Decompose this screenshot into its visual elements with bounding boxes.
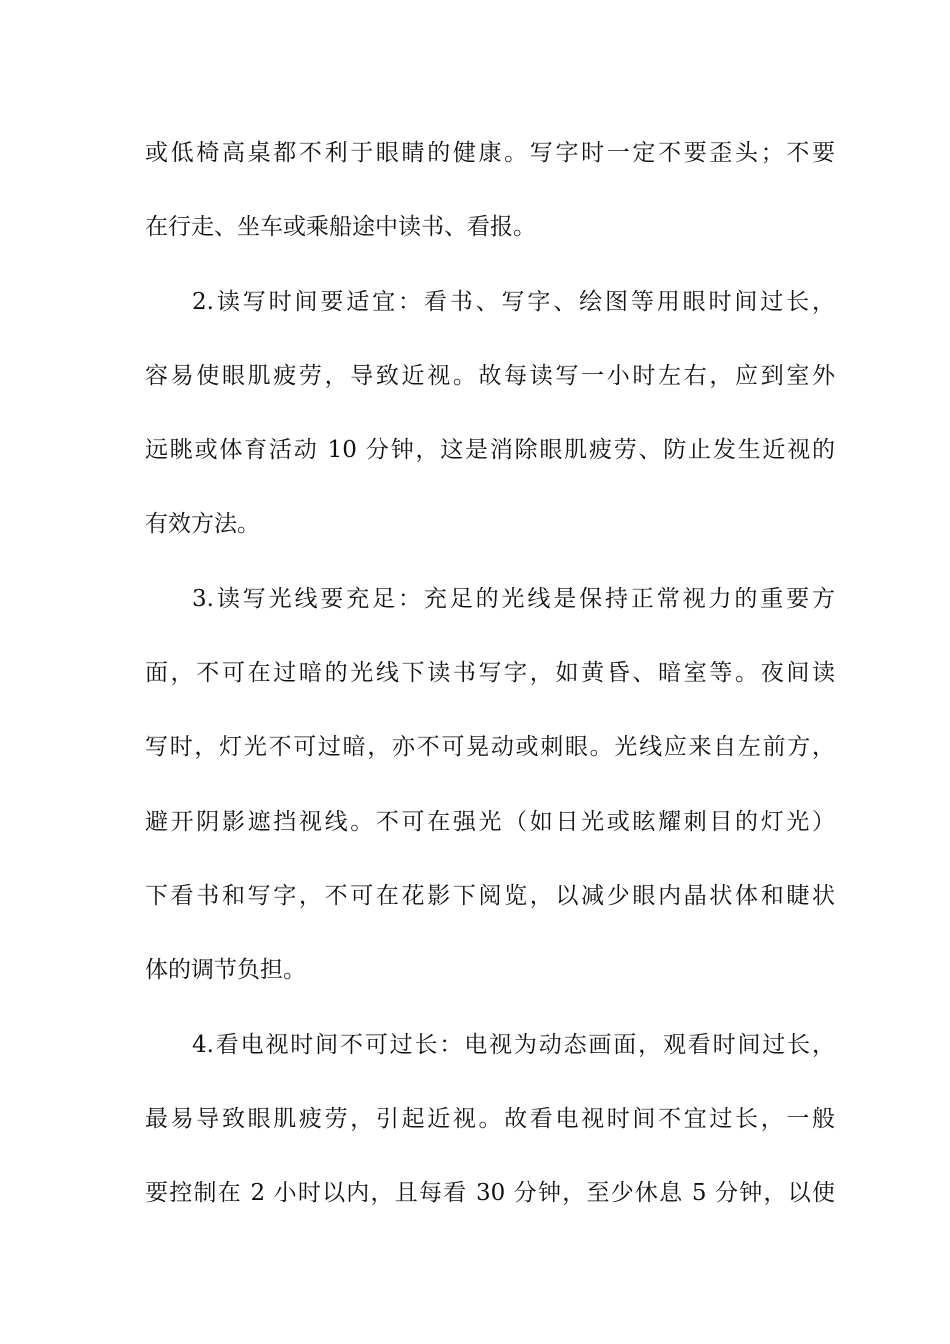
paragraph-heading-line: 3.读写光线要充足：充足的光线是保持正常视力的重要方 xyxy=(192,585,835,612)
text-line: 或低椅高桌都不利于眼睛的健康。写字时一定不要歪头；不要 xyxy=(145,140,835,166)
text-line: 面，不可在过暗的光线下读书写字，如黄昏、暗室等。夜间读 xyxy=(145,660,835,687)
text-line: 要控制在 2 小时以内，且每看 30 分钟，至少休息 5 分钟，以使 xyxy=(145,1180,835,1207)
paragraph-heading-line: 4.看电视时间不可过长：电视为动态画面，观看时间过长， xyxy=(192,1031,835,1058)
text-line: 最易导致眼肌疲劳，引起近视。故看电视时间不宜过长，一般 xyxy=(145,1105,835,1132)
text-line: 体的调节负担。 xyxy=(145,957,306,984)
text-line: 有效方法。 xyxy=(145,511,260,538)
text-line: 避开阴影遮挡视线。不可在强光（如日光或眩耀刺目的灯光） xyxy=(145,808,835,835)
text-line: 容易使眼肌疲劳，导致近视。故每读写一小时左右，应到室外 xyxy=(145,362,835,389)
text-line: 远眺或体育活动 10 分钟，这是消除眼肌疲劳、防止发生近视的 xyxy=(145,437,835,464)
text-line: 下看书和写字，不可在花影下阅览，以减少眼内晶状体和睫状 xyxy=(145,882,835,909)
document-body xyxy=(145,124,835,1238)
text-line: 在行走、坐车或乘船途中读书、看报。 xyxy=(145,214,536,241)
text-line: 写时，灯光不可过暗，亦不可晃动或刺眼。光线应来自左前方， xyxy=(145,734,835,761)
paragraph-heading-line: 2.读写时间要适宜：看书、写字、绘图等用眼时间过长， xyxy=(192,288,835,315)
